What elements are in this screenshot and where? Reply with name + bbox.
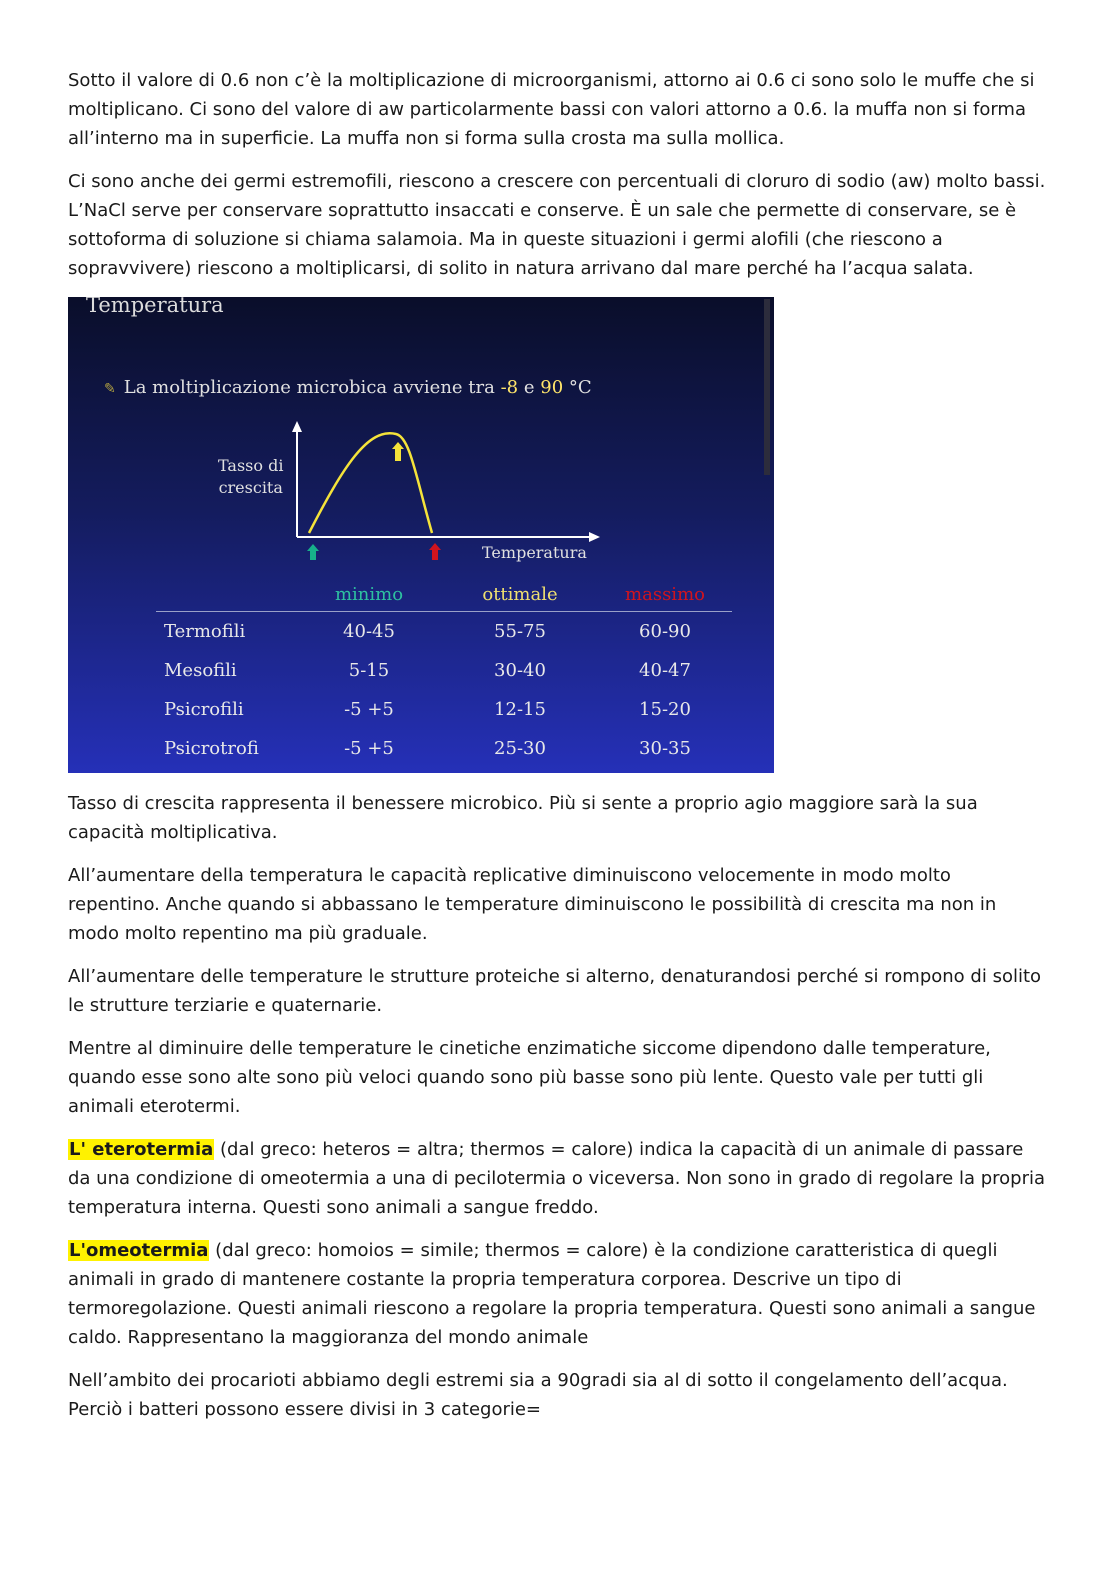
table-row: Termofili 40-45 55-75 60-90 (164, 621, 691, 642)
y-axis-arrowhead (292, 421, 302, 432)
bullet-icon: ✎ (104, 381, 116, 397)
x-axis-arrowhead (589, 532, 600, 542)
paragraph-procarioti: Nell’ambito dei procarioti abbiamo degli estremi sia a 90gradi sia al di sotto il congelamento dell’acqua. Perciò i batteri possono essere divisi in 3 categorie= (68, 1370, 1008, 1420)
paragraph-estremofili: Ci sono anche dei germi estremofili, riescono a crescere con percentuali di cloruro di sodio (aw) molto bassi. L’NaCl serve per conservare soprattutto insaccati e conserve. È un sale che permette di conservare, se è sottoforma di soluzione si chiama salamoia. Ma in queste situazioni i germi alofili (che riescono a sopravvivere) riescono a moltiplicarsi, di solito in natura arrivano dal mare perché ha l’acqua salata. (68, 171, 1046, 279)
y-axis-label: Tasso di crescita (218, 456, 284, 497)
header-ottimale: ottimale (442, 583, 598, 612)
document-page (68, 66, 1048, 1438)
temperature-table (156, 583, 732, 768)
x-axis-label: Temperatura (482, 543, 587, 562)
maximum-arrow-icon (429, 543, 441, 560)
paragraph-strutture-proteiche: All’aumentare delle temperature le strutture proteiche si alterno, denaturandosi perché si rompono di solito le strutture terziarie e quaternarie. (68, 966, 1042, 1016)
optimum-arrow-icon (392, 442, 404, 461)
table-row: Mesofili 5-15 30-40 40-47 (164, 660, 691, 681)
paragraph-aumento-temperatura: All’aumentare della temperatura le capacità replicative diminuiscono velocemente in modo molto repentino. Anche quando si abbassano le temperature diminuiscono le possibilità di crescita ma non in modo molto repentino ma più graduale. (68, 865, 997, 944)
highlight-omeotermia: L'omeotermia (69, 1240, 209, 1261)
table-header-row (156, 583, 732, 612)
paragraph-eterotermia: L' eterotermia (dal greco: heteros = altra; thermos = calore) indica la capacità di un animale di passare da una condizione di omeotermia a una di pecilotermia o viceversa. Non sono in grado di regolare la propria temperatura interna. Questi sono animali a sangue freddo. (68, 1139, 1046, 1218)
paragraph-tasso-crescita: Tasso di crescita rappresenta il benessere microbico. Più si sente a proprio agio maggiore sarà la sua capacità moltiplicativa. (68, 793, 978, 843)
growth-curve (309, 433, 432, 533)
growth-curve-diagram (68, 297, 774, 601)
header-minimo: minimo (296, 583, 442, 612)
paragraph-aw-muffe: Sotto il valore di 0.6 non c’è la moltiplicazione di microorganismi, attorno ai 0.6 ci sono solo le muffe che si moltiplicano. Ci sono del valore di aw particolarmente bassi con valori attorno a 0.6. la muffa non si forma all’interno ma in superficie. La muffa non si forma sulla crosta ma sulla mollica. (68, 70, 1035, 149)
table-row: Psicrofili -5 +5 12-15 15-20 (164, 699, 691, 720)
slide-bullet: ✎ La moltiplicazione microbica avviene tra -8 e 90 °C (104, 377, 592, 398)
paragraph-omeotermia: L'omeotermia (dal greco: homoios = simile; thermos = calore) è la condizione caratteristica di quegli animali in grado di mantenere costante la propria temperatura corporea. Descrive un tipo di termoregolazione. Questi animali riescono a regolare la propria temperatura. Questi sono animali a sangue caldo. Rappresentano la maggioranza del mondo animale (68, 1240, 1036, 1348)
paragraph-cinetiche-enzimatiche: Mentre al diminuire delle temperature le cinetiche enzimatiche siccome dipendono dalle temperature, quando esse sono alte sono più veloci quando sono più basse sono più lente. Questo vale per tutti gli animali eterotermi. (68, 1038, 991, 1117)
header-massimo: massimo (598, 583, 732, 612)
temperature-slide-image (68, 297, 774, 773)
highlight-eterotermia: L' eterotermia (69, 1139, 214, 1160)
table-row: Psicrotrofi -5 +5 25-30 30-35 (164, 738, 691, 759)
header-category (156, 583, 296, 612)
slide-title: Temperatura (86, 297, 224, 317)
minimum-arrow-icon (307, 544, 319, 560)
